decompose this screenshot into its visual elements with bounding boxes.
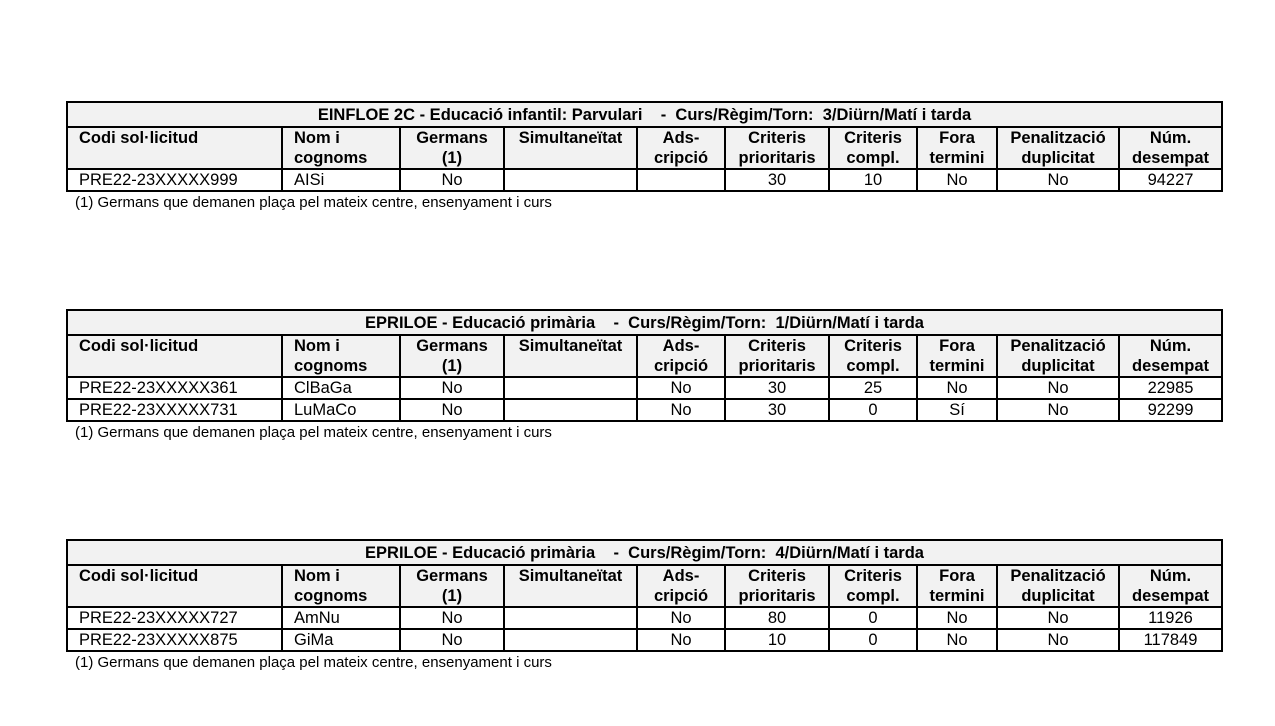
cell-nom: GiMa bbox=[282, 629, 400, 651]
col-header-criteris-compl: Criteris compl. bbox=[829, 565, 917, 607]
footnote: (1) Germans que demanen plaça pel mateix centre, ensenyament i curs bbox=[75, 194, 552, 211]
cell-simultaneitat bbox=[504, 629, 637, 651]
cell-nom: LuMaCo bbox=[282, 399, 400, 421]
cell-penalitzacio: No bbox=[997, 377, 1119, 399]
results-table bbox=[66, 101, 1223, 192]
cell-criteris-prioritaris: 30 bbox=[725, 399, 829, 421]
col-header-codi: Codi sol·licitud bbox=[67, 335, 282, 377]
results-table bbox=[66, 539, 1223, 652]
cell-penalitzacio: No bbox=[997, 169, 1119, 191]
cell-desempat: 117849 bbox=[1119, 629, 1222, 651]
admission-table-2 bbox=[66, 309, 1221, 442]
cell-codi: PRE22-23XXXXX727 bbox=[67, 607, 282, 629]
cell-fora-termini: No bbox=[917, 607, 997, 629]
col-header-criteris-prioritaris: Criteris prioritaris bbox=[725, 565, 829, 607]
cell-criteris-compl: 0 bbox=[829, 607, 917, 629]
table-row bbox=[67, 629, 1222, 651]
results-table bbox=[66, 309, 1223, 422]
cell-adscripcio bbox=[637, 169, 725, 191]
cell-desempat: 94227 bbox=[1119, 169, 1222, 191]
cell-criteris-compl: 25 bbox=[829, 377, 917, 399]
cell-fora-termini: Sí bbox=[917, 399, 997, 421]
cell-criteris-prioritaris: 30 bbox=[725, 377, 829, 399]
table-title: EINFLOE 2C - Educació infantil: Parvulari - Curs/Règim/Torn: 3/Diürn/Matí i tarda bbox=[67, 102, 1222, 127]
col-header-germans: Germans (1) bbox=[400, 127, 504, 169]
col-header-codi: Codi sol·licitud bbox=[67, 127, 282, 169]
cell-criteris-compl: 0 bbox=[829, 399, 917, 421]
column-header-row bbox=[67, 335, 1222, 377]
col-header-germans: Germans (1) bbox=[400, 335, 504, 377]
cell-penalitzacio: No bbox=[997, 607, 1119, 629]
col-header-criteris-compl: Criteris compl. bbox=[829, 335, 917, 377]
col-header-simultaneitat: Simultaneïtat bbox=[504, 127, 637, 169]
cell-germans: No bbox=[400, 377, 504, 399]
column-header-row bbox=[67, 565, 1222, 607]
cell-criteris-prioritaris: 30 bbox=[725, 169, 829, 191]
cell-adscripcio: No bbox=[637, 607, 725, 629]
col-header-desempat: Núm. desempat bbox=[1119, 335, 1222, 377]
col-header-fora-termini: Fora termini bbox=[917, 335, 997, 377]
table-title-row bbox=[67, 102, 1222, 127]
table-row bbox=[67, 169, 1222, 191]
col-header-simultaneitat: Simultaneïtat bbox=[504, 565, 637, 607]
cell-simultaneitat bbox=[504, 399, 637, 421]
cell-fora-termini: No bbox=[917, 377, 997, 399]
cell-codi: PRE22-23XXXXX361 bbox=[67, 377, 282, 399]
col-header-criteris-prioritaris: Criteris prioritaris bbox=[725, 127, 829, 169]
cell-germans: No bbox=[400, 607, 504, 629]
cell-codi: PRE22-23XXXXX875 bbox=[67, 629, 282, 651]
cell-simultaneitat bbox=[504, 169, 637, 191]
cell-criteris-prioritaris: 80 bbox=[725, 607, 829, 629]
cell-germans: No bbox=[400, 399, 504, 421]
cell-adscripcio: No bbox=[637, 399, 725, 421]
cell-nom: ClBaGa bbox=[282, 377, 400, 399]
cell-codi: PRE22-23XXXXX731 bbox=[67, 399, 282, 421]
cell-simultaneitat bbox=[504, 377, 637, 399]
col-header-simultaneitat: Simultaneïtat bbox=[504, 335, 637, 377]
col-header-penalitzacio: Penalització duplicitat bbox=[997, 335, 1119, 377]
col-header-criteris-compl: Criteris compl. bbox=[829, 127, 917, 169]
cell-penalitzacio: No bbox=[997, 399, 1119, 421]
table-row bbox=[67, 607, 1222, 629]
cell-criteris-compl: 10 bbox=[829, 169, 917, 191]
column-header-row bbox=[67, 127, 1222, 169]
admission-table-3 bbox=[66, 539, 1221, 672]
footnote: (1) Germans que demanen plaça pel mateix centre, ensenyament i curs bbox=[75, 654, 552, 671]
cell-desempat: 11926 bbox=[1119, 607, 1222, 629]
cell-penalitzacio: No bbox=[997, 629, 1119, 651]
cell-desempat: 92299 bbox=[1119, 399, 1222, 421]
col-header-adscripcio: Ads- cripció bbox=[637, 127, 725, 169]
cell-codi: PRE22-23XXXXX999 bbox=[67, 169, 282, 191]
col-header-codi: Codi sol·licitud bbox=[67, 565, 282, 607]
col-header-nom: Nom i cognoms bbox=[282, 127, 400, 169]
cell-desempat: 22985 bbox=[1119, 377, 1222, 399]
col-header-penalitzacio: Penalització duplicitat bbox=[997, 565, 1119, 607]
cell-fora-termini: No bbox=[917, 629, 997, 651]
table-title: EPRILOE - Educació primària - Curs/Règim/Torn: 4/Diürn/Matí i tarda bbox=[67, 540, 1222, 565]
table-row bbox=[67, 377, 1222, 399]
col-header-desempat: Núm. desempat bbox=[1119, 127, 1222, 169]
admission-table-1 bbox=[66, 101, 1221, 212]
table-title: EPRILOE - Educació primària - Curs/Règim/Torn: 1/Diürn/Matí i tarda bbox=[67, 310, 1222, 335]
col-header-penalitzacio: Penalització duplicitat bbox=[997, 127, 1119, 169]
footnote: (1) Germans que demanen plaça pel mateix centre, ensenyament i curs bbox=[75, 424, 552, 441]
col-header-nom: Nom i cognoms bbox=[282, 565, 400, 607]
cell-criteris-prioritaris: 10 bbox=[725, 629, 829, 651]
table-title-row bbox=[67, 310, 1222, 335]
col-header-desempat: Núm. desempat bbox=[1119, 565, 1222, 607]
cell-simultaneitat bbox=[504, 607, 637, 629]
col-header-nom: Nom i cognoms bbox=[282, 335, 400, 377]
col-header-fora-termini: Fora termini bbox=[917, 127, 997, 169]
cell-adscripcio: No bbox=[637, 629, 725, 651]
col-header-adscripcio: Ads- cripció bbox=[637, 565, 725, 607]
cell-criteris-compl: 0 bbox=[829, 629, 917, 651]
col-header-criteris-prioritaris: Criteris prioritaris bbox=[725, 335, 829, 377]
col-header-adscripcio: Ads- cripció bbox=[637, 335, 725, 377]
cell-germans: No bbox=[400, 629, 504, 651]
cell-fora-termini: No bbox=[917, 169, 997, 191]
cell-germans: No bbox=[400, 169, 504, 191]
col-header-fora-termini: Fora termini bbox=[917, 565, 997, 607]
table-row bbox=[67, 399, 1222, 421]
cell-nom: AmNu bbox=[282, 607, 400, 629]
table-title-row bbox=[67, 540, 1222, 565]
cell-nom: AISi bbox=[282, 169, 400, 191]
cell-adscripcio: No bbox=[637, 377, 725, 399]
col-header-germans: Germans (1) bbox=[400, 565, 504, 607]
